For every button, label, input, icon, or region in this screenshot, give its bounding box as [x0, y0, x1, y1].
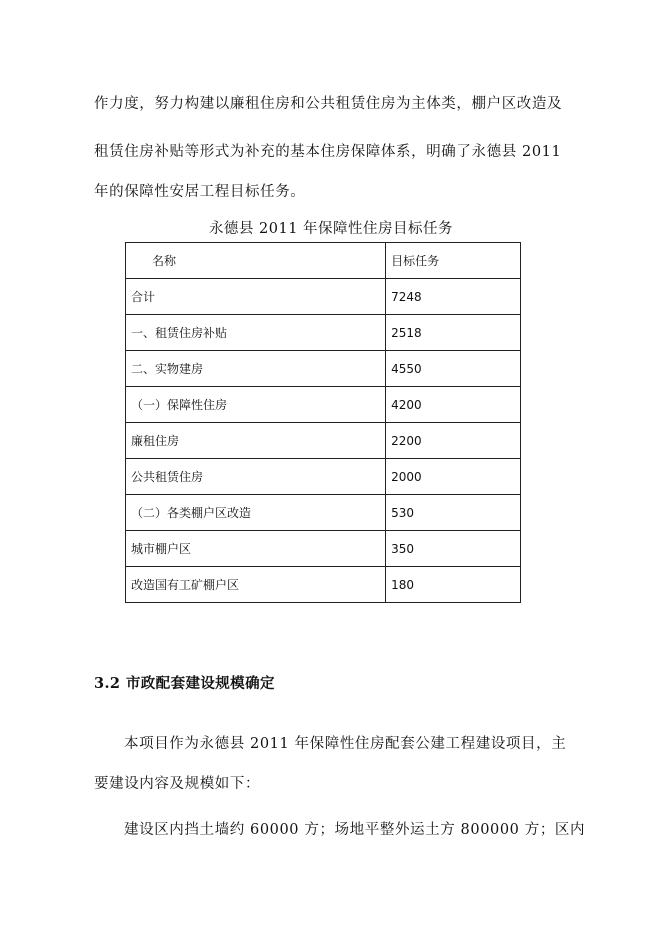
row-target: 530: [386, 495, 521, 531]
row-name: （二）各类棚户区改造: [126, 495, 386, 531]
housing-target-table: [125, 242, 521, 603]
row-name: 合计: [126, 279, 386, 315]
section-paragraph-line-2: 要建设内容及规模如下：: [94, 776, 261, 792]
header-target: 目标任务: [386, 243, 521, 279]
row-target: 7248: [386, 279, 521, 315]
row-target: 180: [386, 567, 521, 603]
row-target: 2518: [386, 315, 521, 351]
row-name: 改造国有工矿棚户区: [126, 567, 386, 603]
table-row: [126, 423, 521, 459]
row-name: （一）保障性住房: [126, 387, 386, 423]
row-target: 350: [386, 531, 521, 567]
row-target: 2000: [386, 459, 521, 495]
header-name: 名称: [126, 243, 386, 279]
intro-paragraph-line-2: 租赁住房补贴等形式为补充的基本住房保障体系，明确了永德县 2011: [94, 144, 562, 160]
section-heading: 3.2 市政配套建设规模确定: [94, 675, 275, 692]
intro-paragraph-line-3: 年的保障性安居工程目标任务。: [94, 184, 306, 200]
row-name: 廉租住房: [126, 423, 386, 459]
table-row: [126, 567, 521, 603]
intro-paragraph-line-1: 作力度，努力构建以廉租住房和公共租赁住房为主体类，棚户区改造及: [94, 96, 563, 112]
row-name: 二、实物建房: [126, 351, 386, 387]
row-name: 一、租赁住房补贴: [126, 315, 386, 351]
table-row: [126, 351, 521, 387]
table-header-row: [126, 243, 521, 279]
row-target: 2200: [386, 423, 521, 459]
table-row: [126, 459, 521, 495]
row-name: 城市棚户区: [126, 531, 386, 567]
table-row: [126, 387, 521, 423]
row-target: 4550: [386, 351, 521, 387]
table-caption: 永德县 2011 年保障性住房目标任务: [208, 221, 454, 237]
table-row: [126, 495, 521, 531]
row-name: 公共租赁住房: [126, 459, 386, 495]
section-paragraph-line-3: 建设区内挡土墙约 60000 方；场地平整外运土方 800000 方；区内: [124, 822, 586, 838]
table-row: [126, 279, 521, 315]
row-target: 4200: [386, 387, 521, 423]
table-row: [126, 315, 521, 351]
section-paragraph-line-1: 本项目作为永德县 2011 年保障性住房配套公建工程建设项目，主: [124, 736, 567, 752]
table-row: [126, 531, 521, 567]
